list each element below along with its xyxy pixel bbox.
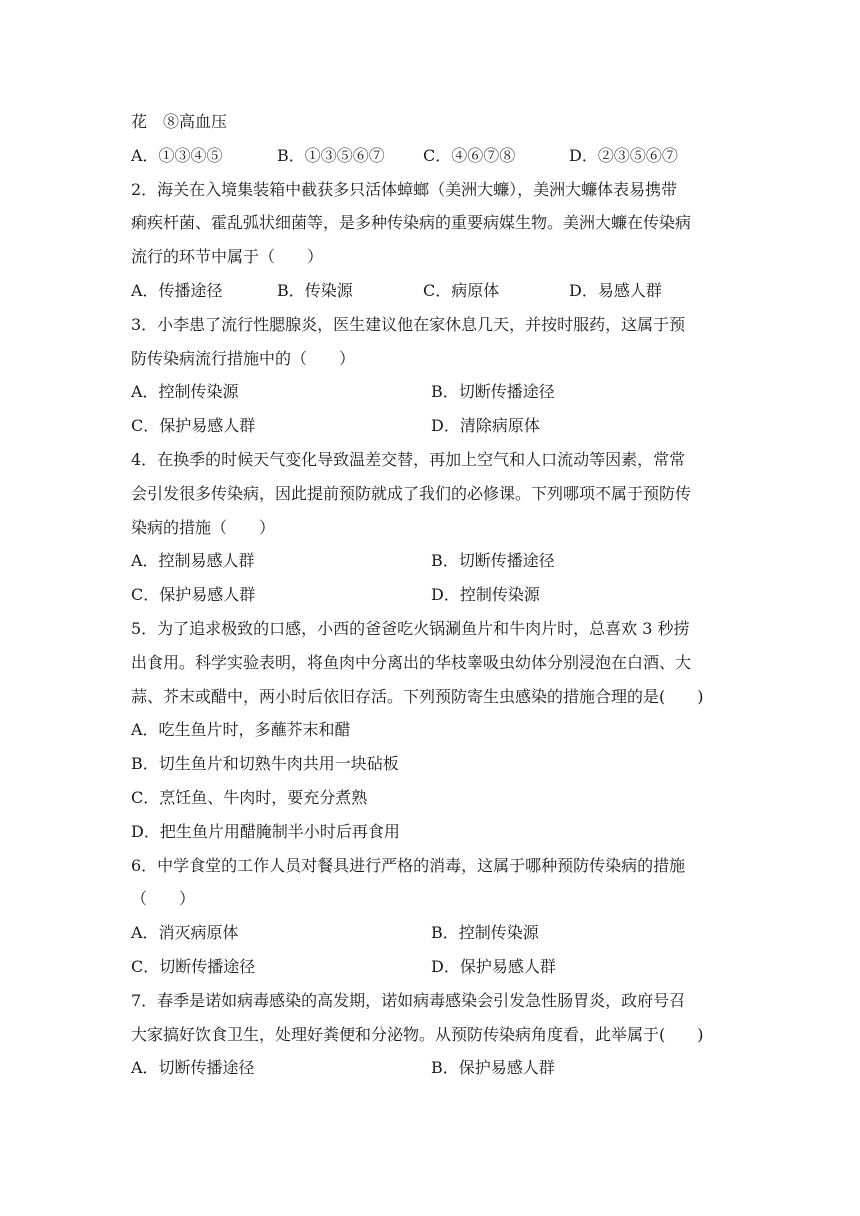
question-6-options-row (131, 950, 731, 984)
question-4-options-row (131, 578, 731, 612)
question-3-stem-line: 防传染病流行措施中的（ ） (131, 348, 356, 368)
option-d: D．把生鱼片用醋腌制半小时后再食用 (131, 821, 400, 841)
question-2-stem-line: 流行的环节中属于（ ） (131, 247, 324, 267)
option-b: B．控制传染源 (431, 923, 539, 943)
question-5-stem-line: 出食用。科学实验表明，将鱼肉中分离出的华枝睾吸虫幼体分别浸泡在白酒、大 (131, 652, 692, 672)
question-4-stem-line: 染病的措施（ ） (131, 517, 276, 537)
question-5-stem-line: 蒜、芥末或醋中，两小时后依旧存活。下列预防寄生虫感染的措施合理的是( ) (131, 686, 704, 706)
question-sheet (131, 105, 731, 1085)
option-a: A．消灭病原体 (131, 923, 239, 943)
question-5 (131, 612, 731, 849)
question-7-options-row (131, 1051, 731, 1085)
question-7-stem-line: 7．春季是诺如病毒感染的高发期，诺如病毒感染会引发急性肠胃炎，政府号召 (131, 990, 686, 1010)
question-6-stem-line: 6．中学食堂的工作人员对餐具进行严格的消毒，这属于哪种预防传染病的措施 (131, 855, 686, 875)
option-c: C．④⑥⑦⑧ (423, 145, 516, 165)
option-b: B．切生鱼片和切熟牛肉共用一块砧板 (131, 754, 399, 774)
option-d: D．清除病原体 (431, 416, 540, 436)
prev-question-options (131, 139, 731, 173)
option-b: B．保护易感人群 (431, 1058, 555, 1078)
option-b: B．传染源 (277, 280, 353, 300)
question-6 (131, 849, 731, 984)
prev-question-tail: 花 ⑧高血压 (131, 112, 228, 131)
question-7-stem-line: 大家搞好饮食卫生，处理好粪便和分泌物。从预防传染病角度看，此举属于( ) (131, 1024, 704, 1044)
option-a: A．传播途径 (131, 280, 223, 300)
option-d: D．易感人群 (569, 280, 662, 300)
question-4-stem-line: 会引发很多传染病，因此提前预防就成了我们的必修课。下列哪项不属于预防传 (131, 483, 692, 503)
question-3-options-row (131, 409, 731, 443)
option-b: B．切断传播途径 (431, 382, 555, 402)
option-d: D．控制传染源 (431, 585, 540, 605)
question-3-stem-line: 3．小李患了流行性腮腺炎，医生建议他在家休息几天，并按时服药，这属于预 (131, 314, 686, 334)
option-a: A．切断传播途径 (131, 1058, 255, 1078)
option-a: A．控制易感人群 (131, 551, 255, 571)
option-a: A．吃生鱼片时，多蘸芥末和醋 (131, 720, 351, 740)
option-a: A．①③④⑤ (131, 145, 223, 165)
option-b: B．①③⑤⑥⑦ (277, 145, 385, 165)
question-2-stem-line: 痢疾杆菌、霍乱弧状细菌等，是多种传染病的重要病媒生物。美洲大蠊在传染病 (131, 213, 692, 233)
question-4-stem-line: 4．在换季的时候天气变化导致温差交替，再加上空气和人口流动等因素，常常 (131, 449, 686, 469)
option-c: C．病原体 (423, 280, 500, 300)
option-c: C．保护易感人群 (131, 585, 256, 605)
option-a: A．控制传染源 (131, 382, 239, 402)
question-6-options-row (131, 916, 731, 950)
question-6-stem-line: （ ） (131, 889, 196, 909)
question-7 (131, 984, 731, 1085)
question-2-stem-line: 2．海关在入境集装箱中截获多只活体蟑螂（美洲大蠊），美洲大蠊体表易携带 (131, 179, 678, 199)
option-c: C．切断传播途径 (131, 956, 256, 976)
question-3 (131, 308, 731, 443)
question-4-options-row (131, 544, 731, 578)
option-d: D．②③⑤⑥⑦ (569, 145, 678, 165)
option-c: C．保护易感人群 (131, 416, 256, 436)
option-b: B．切断传播途径 (431, 551, 555, 571)
option-c: C．烹饪鱼、牛肉时，要充分煮熟 (131, 787, 368, 807)
question-2-options (131, 274, 731, 308)
question-5-stem-line: 5．为了追求极致的口感，小西的爸爸吃火锅涮鱼片和牛肉片时，总喜欢 3 秒捞 (131, 618, 690, 638)
option-d: D．保护易感人群 (431, 956, 556, 976)
question-2 (131, 173, 731, 308)
question-3-options-row (131, 375, 731, 409)
question-4 (131, 443, 731, 612)
